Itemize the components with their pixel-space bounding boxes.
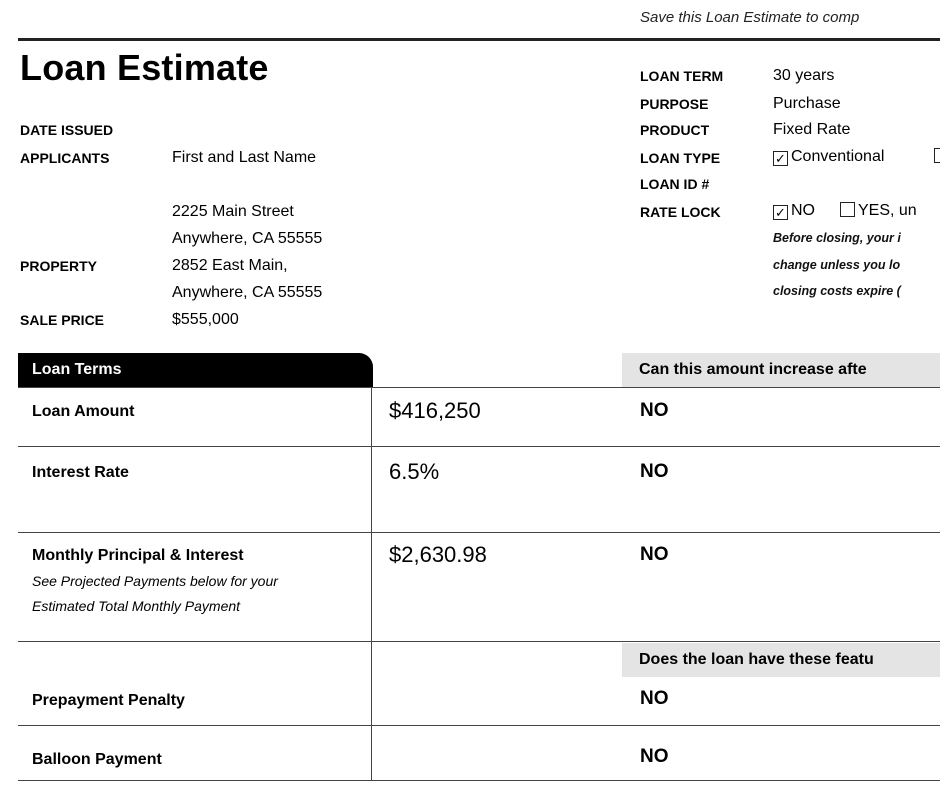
monthly-pi-answer: NO bbox=[640, 544, 669, 565]
top-divider bbox=[18, 38, 940, 41]
address-line2: Anywhere, CA 55555 bbox=[172, 230, 323, 247]
balloon-payment-label: Balloon Payment bbox=[32, 751, 162, 768]
rate-lock-note-line1: Before closing, your i bbox=[773, 231, 901, 245]
features-question-header bbox=[622, 643, 940, 677]
row-divider bbox=[18, 446, 940, 447]
date-issued-label: DATE ISSUED bbox=[20, 122, 114, 138]
save-note: Save this Loan Estimate to comp bbox=[640, 9, 860, 26]
row-divider bbox=[18, 725, 940, 726]
loan-type-conventional-option[interactable] bbox=[773, 148, 884, 166]
monthly-pi-note-line2: Estimated Total Monthly Payment bbox=[32, 598, 241, 614]
loan-type-label: LOAN TYPE bbox=[640, 150, 721, 166]
monthly-pi-note-line1: See Projected Payments below for your bbox=[32, 573, 278, 589]
interest-rate-value: 6.5% bbox=[389, 459, 440, 484]
address-line1: 2225 Main Street bbox=[172, 203, 294, 220]
rate-lock-label: RATE LOCK bbox=[640, 204, 721, 220]
loan-amount-label: Loan Amount bbox=[32, 403, 135, 420]
rate-lock-note-line2: change unless you lo bbox=[773, 258, 901, 272]
row-divider bbox=[18, 532, 940, 533]
applicants-label: APPLICANTS bbox=[20, 150, 110, 166]
rate-lock-no-option[interactable] bbox=[773, 202, 815, 220]
rate-lock-yes-option[interactable] bbox=[840, 202, 917, 220]
loan-amount-value: $416,250 bbox=[389, 398, 481, 423]
prepayment-penalty-answer: NO bbox=[640, 688, 669, 709]
conventional-checkbox[interactable]: ✓ bbox=[773, 151, 788, 166]
product-label: PRODUCT bbox=[640, 122, 710, 138]
rate-lock-yes-label: YES, un bbox=[858, 202, 917, 219]
prepayment-penalty-label: Prepayment Penalty bbox=[32, 692, 185, 709]
purpose-label: PURPOSE bbox=[640, 96, 709, 112]
monthly-pi-label: Monthly Principal & Interest bbox=[32, 547, 244, 564]
loan-id-label: LOAN ID # bbox=[640, 176, 710, 192]
rate-lock-note-line3: closing costs expire ( bbox=[773, 284, 901, 298]
features-question-text: Does the loan have these featu bbox=[639, 651, 874, 668]
loan-term-label: LOAN TERM bbox=[640, 68, 724, 84]
balloon-payment-answer: NO bbox=[640, 746, 669, 767]
page-title: Loan Estimate bbox=[20, 47, 269, 88]
table-bottom-border bbox=[18, 780, 940, 781]
interest-rate-answer: NO bbox=[640, 461, 669, 482]
rate-lock-no-label: NO bbox=[791, 202, 815, 219]
applicant-name: First and Last Name bbox=[172, 149, 317, 166]
loan-terms-tab-header bbox=[18, 353, 373, 387]
monthly-pi-value: $2,630.98 bbox=[389, 542, 487, 567]
loan-amount-answer: NO bbox=[640, 400, 669, 421]
property-line2: Anywhere, CA 55555 bbox=[172, 284, 323, 301]
property-label: PROPERTY bbox=[20, 258, 98, 274]
conventional-label: Conventional bbox=[791, 148, 885, 165]
sale-price-value: $555,000 bbox=[172, 311, 239, 328]
loan-term-value: 30 years bbox=[773, 67, 835, 84]
rate-lock-no-checkbox[interactable]: ✓ bbox=[773, 205, 788, 220]
increase-question-text: Can this amount increase afte bbox=[639, 361, 867, 378]
product-value: Fixed Rate bbox=[773, 121, 851, 138]
increase-question-header bbox=[622, 353, 940, 387]
purpose-value: Purchase bbox=[773, 95, 841, 112]
loan-type-next-checkbox-wrap[interactable] bbox=[934, 148, 940, 166]
loan-terms-tab-label: Loan Terms bbox=[32, 361, 122, 378]
table-top-border bbox=[18, 387, 940, 388]
interest-rate-label: Interest Rate bbox=[32, 464, 129, 481]
sale-price-label: SALE PRICE bbox=[20, 312, 105, 328]
property-line1: 2852 East Main, bbox=[172, 257, 288, 274]
rate-lock-yes-checkbox[interactable] bbox=[840, 202, 855, 217]
row-divider bbox=[18, 641, 940, 642]
loan-type-next-checkbox[interactable] bbox=[934, 148, 940, 163]
